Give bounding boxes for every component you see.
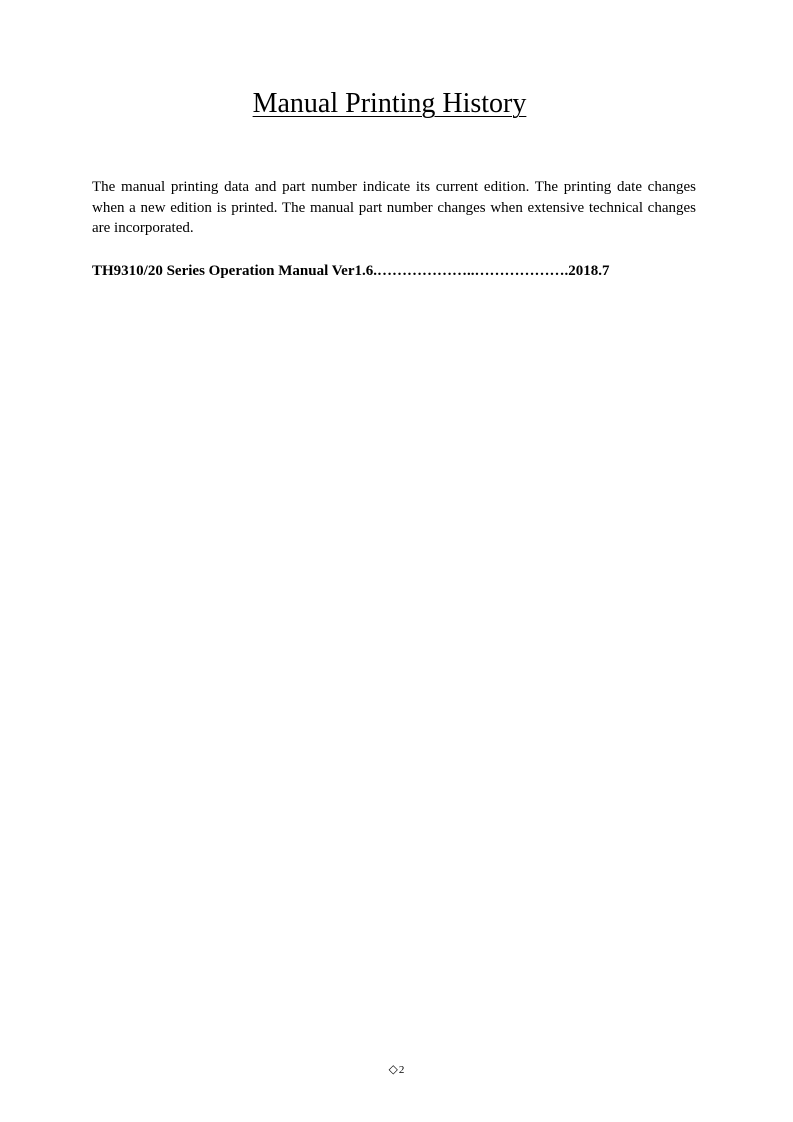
page-footer [0,1061,793,1078]
diamond-outline-icon: ◇ [388,1062,398,1076]
history-entry: TH9310/20 Series Operation Manual Ver1.6.………………..……………….2018.7 [92,263,610,279]
page-title: Manual Printing History [252,88,527,119]
page-number: 2 [398,1064,405,1076]
intro-paragraph: The manual printing data and part number indicate its current edition. The printing date changes when a new edition is printed. The manual part number changes when extensive technical changes are incorporated. [92,179,696,236]
